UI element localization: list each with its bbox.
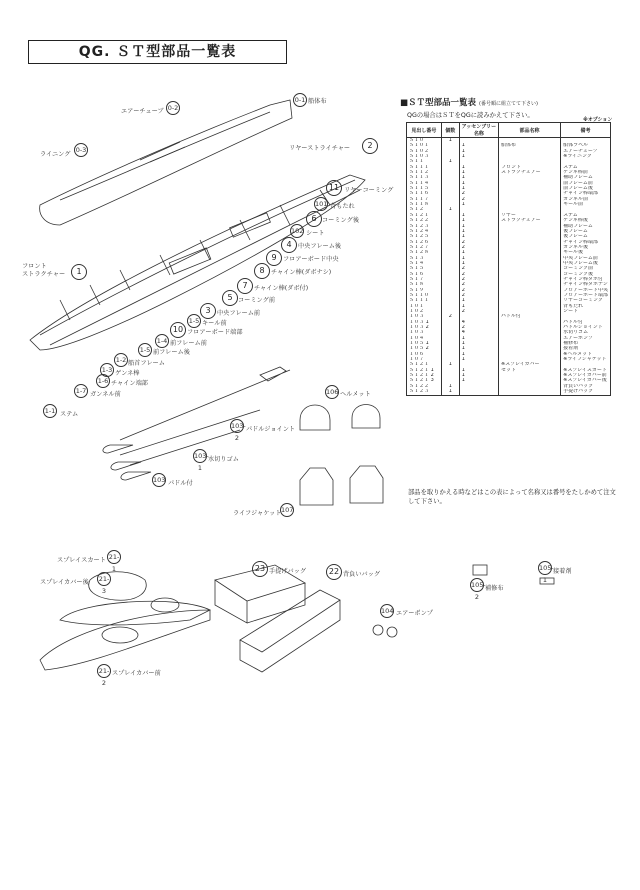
label-text: コーミング前 bbox=[238, 297, 276, 304]
table-cell: ＳＴ１８ bbox=[407, 202, 442, 207]
label-num: 3 bbox=[200, 303, 216, 319]
table-cell: １０３ bbox=[407, 314, 442, 319]
label-text: フロント ストラクチャー bbox=[22, 263, 66, 278]
label-text: コーミング後 bbox=[322, 217, 360, 224]
table-cell: セット bbox=[498, 368, 560, 373]
label-num: 102 bbox=[290, 224, 304, 238]
parts-list-title: ■ＳＴ型部品一覧表 (番号順に組立てて下さい) bbox=[400, 98, 538, 108]
table-cell: 接着剤 bbox=[561, 346, 611, 351]
table-cell: チャイン棒ダボ付 bbox=[561, 277, 611, 282]
parts-list-title-note: (番号順に組立てて下さい) bbox=[479, 101, 538, 107]
table-cell: コーミング前 bbox=[561, 266, 611, 271]
table-cell: 前フレーム前 bbox=[561, 181, 611, 186]
table-cell: 後フレーム bbox=[561, 229, 611, 234]
table-cell: 2 bbox=[459, 240, 498, 245]
table-cell: 補助フレーム bbox=[561, 224, 611, 229]
table-cell: 1 bbox=[459, 149, 498, 154]
label-num: 103-1 bbox=[193, 449, 207, 463]
label-num: 106 bbox=[325, 385, 339, 399]
table-cell: １０３ bbox=[407, 330, 442, 335]
label-text: ガンネル前 bbox=[90, 391, 121, 398]
table-cell: ＳＴ２３ bbox=[407, 224, 442, 229]
table-cell: ※スプレイカバー後 bbox=[561, 378, 611, 383]
label-num: 11 bbox=[326, 180, 342, 196]
label-num: 103-2 bbox=[230, 419, 244, 433]
table-cell: 補助フレーム bbox=[561, 175, 611, 180]
table-cell: 2 bbox=[459, 325, 498, 330]
table-cell: ステム bbox=[561, 165, 611, 170]
label-text: 中央フレーム後 bbox=[298, 243, 342, 250]
label-num: 1-5 bbox=[187, 314, 201, 328]
parts-table-header bbox=[407, 123, 611, 138]
table-cell: 2 bbox=[459, 245, 498, 250]
table-cell: 1 bbox=[459, 261, 498, 266]
label-num: 2 bbox=[362, 138, 378, 154]
table-cell: 1 bbox=[441, 362, 459, 367]
table-cell: １０３ 1 bbox=[407, 320, 442, 325]
table-cell: ＳＴ５ bbox=[407, 266, 442, 271]
table-cell: ガンネル前 bbox=[561, 197, 611, 202]
table-cell: 2 bbox=[459, 282, 498, 287]
table-cell: 背もたれ bbox=[561, 304, 611, 309]
table-cell: ＳＴ０１ bbox=[407, 143, 442, 148]
label-num: 21-1 bbox=[107, 550, 121, 564]
label-num: 1-3 bbox=[100, 363, 114, 377]
table-cell: ＳＴ２８ bbox=[407, 250, 442, 255]
table-cell: 1 bbox=[459, 143, 498, 148]
table-cell: リヤーコーミング bbox=[561, 298, 611, 303]
table-cell: ＳＴ２７ bbox=[407, 245, 442, 250]
header-cell: 見出し番号 bbox=[407, 123, 442, 138]
table-cell: ＳＴ２１ 2 bbox=[407, 373, 442, 378]
table-cell: ＳＴ２３ bbox=[407, 389, 442, 395]
table-cell: 2 bbox=[459, 293, 498, 298]
table-cell: 1 bbox=[459, 352, 498, 357]
label-num: 1-5 bbox=[138, 343, 152, 357]
label-text: エアーチューブ bbox=[121, 108, 164, 115]
table-cell: ＳＴ０３ bbox=[407, 154, 442, 159]
label-text: 船体布 bbox=[308, 98, 327, 105]
table-cell: パドルジョイント bbox=[561, 325, 611, 330]
table-cell bbox=[459, 389, 498, 395]
table-cell: 1 bbox=[459, 165, 498, 170]
table-cell: 水切りゴム bbox=[561, 330, 611, 335]
table-cell: 4 bbox=[459, 330, 498, 335]
label-text: 補修布 bbox=[485, 585, 504, 592]
table-cell: 1 bbox=[459, 175, 498, 180]
table-cell: ＳＴ２４ bbox=[407, 229, 442, 234]
label-text: ライフジャケット bbox=[233, 510, 282, 517]
table-cell: ※ライニング bbox=[561, 154, 611, 159]
label-num: 1-6 bbox=[96, 374, 110, 388]
table-cell: ＳＴ３ bbox=[407, 256, 442, 261]
table-cell: コーミング後 bbox=[561, 272, 611, 277]
table-cell: 1 bbox=[459, 202, 498, 207]
table-cell: 2 bbox=[459, 309, 498, 314]
table-cell: パドル付 bbox=[498, 314, 560, 319]
label-num: 6 bbox=[306, 211, 322, 227]
table-cell: 中央フレーム前 bbox=[561, 256, 611, 261]
table-cell: キール前 bbox=[561, 202, 611, 207]
table-cell: エアーチューブ bbox=[561, 149, 611, 154]
label-text: スプレイスカート bbox=[57, 557, 106, 564]
table-cell: ＳＴ２１ bbox=[407, 213, 442, 218]
table-cell: ※ヘルメット bbox=[561, 352, 611, 357]
table-cell: ＳＴ０ bbox=[407, 138, 442, 144]
label-num: 8 bbox=[254, 263, 270, 279]
table-cell: ストラクチュアー bbox=[498, 218, 560, 223]
label-text: 前フレーム前 bbox=[170, 340, 207, 347]
label-text: チャイン棒(ダボナシ) bbox=[271, 269, 332, 276]
table-cell: １０１ bbox=[407, 304, 442, 309]
table-cell: 2 bbox=[459, 277, 498, 282]
table-cell: １０２ bbox=[407, 309, 442, 314]
table-cell: 1 bbox=[441, 159, 459, 164]
table-cell: フロアーボード端部 bbox=[561, 293, 611, 298]
label-text: ライニング bbox=[40, 151, 71, 158]
label-text: キール前 bbox=[202, 320, 227, 327]
table-cell: １０７ bbox=[407, 357, 442, 362]
table-cell: 2 bbox=[459, 197, 498, 202]
table-cell: ＳＴ２２ bbox=[407, 218, 442, 223]
table-cell: １０３ 2 bbox=[407, 325, 442, 330]
label-num: 10 bbox=[170, 322, 186, 338]
label-text: 接着剤 bbox=[553, 568, 572, 575]
table-cell: 手提げバッグ bbox=[561, 389, 611, 395]
table-cell: ＳＴ１４ bbox=[407, 181, 442, 186]
label-text: 船首フレーム bbox=[128, 360, 165, 367]
label-text: フロアーボード中央 bbox=[283, 256, 339, 263]
table-cell: 2 bbox=[459, 266, 498, 271]
table-cell: １０５ 2 bbox=[407, 346, 442, 351]
table-cell: ※スプレイカバー前 bbox=[561, 373, 611, 378]
table-row bbox=[407, 389, 611, 395]
table-cell: １０６ bbox=[407, 352, 442, 357]
table-cell: 1 bbox=[459, 218, 498, 223]
table-cell: リヤー bbox=[498, 213, 560, 218]
table-cell: 後フレーム bbox=[561, 234, 611, 239]
label-num: 101 bbox=[314, 197, 328, 211]
table-cell: 1 bbox=[459, 298, 498, 303]
parts-table bbox=[406, 122, 611, 396]
table-cell: ＳＴ２ bbox=[407, 207, 442, 212]
table-cell: ガンネル後 bbox=[561, 245, 611, 250]
table-cell: パドル付 bbox=[561, 320, 611, 325]
table-cell: ＳＴ１１ bbox=[407, 165, 442, 170]
table-cell: ストラクチュアー bbox=[498, 170, 560, 175]
table-cell: 1 bbox=[459, 154, 498, 159]
table-cell: 中央フレーム後 bbox=[561, 261, 611, 266]
table-cell: キール後 bbox=[561, 250, 611, 255]
table-cell: 1 bbox=[459, 170, 498, 175]
table-cell: ※スプレイスカート bbox=[561, 368, 611, 373]
table-cell: 1 bbox=[459, 346, 498, 351]
table-cell: ＳＴ４ bbox=[407, 261, 442, 266]
table-cell: 1 bbox=[459, 250, 498, 255]
label-text: フロアーボード端部 bbox=[187, 329, 243, 336]
table-cell: 船体布 bbox=[498, 143, 560, 148]
label-text: エアーポンプ bbox=[396, 610, 433, 617]
table-cell: 1 bbox=[441, 207, 459, 212]
table-cell: 前フレーム後 bbox=[561, 186, 611, 191]
parts-list-note: QGの場合はＳＴをQGに読みかえて下さい。 bbox=[407, 112, 534, 119]
label-text: 中央フレーム前 bbox=[217, 310, 261, 317]
label-num: 0-3 bbox=[74, 143, 88, 157]
label-num: 1 bbox=[71, 264, 87, 280]
table-cell: 1 bbox=[459, 224, 498, 229]
table-cell: 補修布 bbox=[561, 341, 611, 346]
table-cell: 2 bbox=[459, 288, 498, 293]
header-cell: 個数 bbox=[441, 123, 459, 138]
table-cell: ＳＴ１６ bbox=[407, 191, 442, 196]
label-num: 7 bbox=[237, 278, 253, 294]
table-cell: ＳＴ１５ bbox=[407, 186, 442, 191]
label-text: パドル付 bbox=[168, 480, 193, 487]
label-num: 0-1 bbox=[293, 93, 307, 107]
header-cell: 備考 bbox=[561, 123, 611, 138]
header-cell: 部品名称 bbox=[498, 123, 560, 138]
label-text: シート bbox=[306, 230, 325, 237]
table-cell: チャイン棒端部 bbox=[561, 240, 611, 245]
table-cell: チャイン棒端部 bbox=[561, 191, 611, 196]
table-cell: ステム bbox=[561, 213, 611, 218]
label-num: 105-1 bbox=[538, 561, 552, 575]
label-num: 5 bbox=[222, 290, 238, 306]
table-cell: 1 bbox=[459, 336, 498, 341]
parts-table-body bbox=[407, 138, 611, 396]
label-num: 21-3 bbox=[97, 572, 111, 586]
table-cell: ＳＴ１１ bbox=[407, 298, 442, 303]
table-cell: 1 bbox=[441, 384, 459, 389]
table-cell: ※スプレイカバー bbox=[498, 362, 560, 367]
label-text: チャイン端部 bbox=[111, 380, 148, 387]
table-cell: 1 bbox=[459, 186, 498, 191]
label-num: 1-2 bbox=[114, 353, 128, 367]
table-cell: 1 bbox=[459, 256, 498, 261]
label-text: スプレイカバー前 bbox=[112, 670, 161, 677]
label-text: 前フレーム後 bbox=[153, 349, 190, 356]
table-cell: 2 bbox=[459, 272, 498, 277]
table-cell: 4 bbox=[459, 320, 498, 325]
table-cell: 1 bbox=[459, 341, 498, 346]
label-num: 22 bbox=[326, 564, 342, 580]
table-cell: 船体ラベル bbox=[561, 143, 611, 148]
table-cell: 1 bbox=[459, 234, 498, 239]
label-text: スプレイカバー後 bbox=[40, 579, 89, 586]
label-text: 水切りゴム bbox=[208, 456, 239, 463]
label-num: 9 bbox=[266, 250, 282, 266]
label-text: パドルジョイント bbox=[246, 426, 296, 433]
label-num: 104 bbox=[380, 604, 394, 618]
table-cell: エアーポンプ bbox=[561, 336, 611, 341]
table-cell: ＳＴ１ bbox=[407, 159, 442, 164]
label-text: リヤーストライチャー bbox=[289, 145, 351, 152]
table-cell: ＳＴ９ bbox=[407, 288, 442, 293]
table-cell: 1 bbox=[459, 378, 498, 383]
label-num: 1-7 bbox=[74, 384, 88, 398]
label-num: 1-1 bbox=[43, 404, 57, 418]
label-num: 103 bbox=[152, 473, 166, 487]
table-cell: フロント bbox=[498, 165, 560, 170]
table-cell: １０４ bbox=[407, 336, 442, 341]
label-text: 手提げバッグ bbox=[269, 568, 307, 575]
option-mark: ※オプション bbox=[583, 117, 613, 123]
table-cell: ＳＴ２１ bbox=[407, 362, 442, 367]
label-num: 0-2 bbox=[166, 101, 180, 115]
label-num: 105-2 bbox=[470, 578, 484, 592]
label-num: 4 bbox=[281, 237, 297, 253]
table-cell: フロアーボード中央 bbox=[561, 288, 611, 293]
table-cell: 2 bbox=[441, 314, 459, 319]
table-cell: ＳＴ０２ bbox=[407, 149, 442, 154]
table-cell: ゲンネ棒後 bbox=[561, 218, 611, 223]
label-num: 21-2 bbox=[97, 664, 111, 678]
label-num: 1-4 bbox=[155, 334, 169, 348]
table-cell: ＳＴ６ bbox=[407, 272, 442, 277]
table-cell: 1 bbox=[459, 213, 498, 218]
table-cell: ＳＴ２２ bbox=[407, 384, 442, 389]
label-num: 107 bbox=[280, 503, 294, 517]
table-cell: ＳＴ２１ 3 bbox=[407, 378, 442, 383]
table-cell: ＳＴ１７ bbox=[407, 197, 442, 202]
table-cell: ＳＴ１３ bbox=[407, 175, 442, 180]
table-cell: 1 bbox=[459, 304, 498, 309]
label-text: ゲンネ棒 bbox=[115, 370, 140, 377]
table-cell: ゲンネ棒前 bbox=[561, 170, 611, 175]
table-cell: ＳＴ２５ bbox=[407, 234, 442, 239]
label-text: ヘルメット bbox=[340, 391, 371, 398]
table-cell: 1 bbox=[441, 138, 459, 144]
table-cell: ※ライフジャケット bbox=[561, 357, 611, 362]
table-cell: ＳＴ２１ 1 bbox=[407, 368, 442, 373]
table-cell: 1 bbox=[459, 357, 498, 362]
table-cell: ＳＴ２６ bbox=[407, 240, 442, 245]
table-cell: 1 bbox=[459, 229, 498, 234]
table-cell bbox=[498, 389, 560, 395]
table-cell: 2 bbox=[459, 191, 498, 196]
table-cell: シート bbox=[561, 309, 611, 314]
table-cell: 1 bbox=[459, 181, 498, 186]
label-text: チャイン棒(ダボ付) bbox=[254, 285, 309, 292]
table-cell: 1 bbox=[441, 389, 459, 395]
parts-list-footer: 部品を取りかえる時などはこの表によって名称又は番号をたしかめて注文して下さい。 bbox=[408, 489, 616, 505]
table-cell: ＳＴ１２ bbox=[407, 170, 442, 175]
table-cell: 1 bbox=[459, 373, 498, 378]
label-text: 背負いバッグ bbox=[343, 571, 381, 578]
table-cell: 背負いバッグ bbox=[561, 384, 611, 389]
label-text: 背もたれ bbox=[330, 203, 355, 210]
page-title: QG. ＳＴ型部品一覧表 bbox=[28, 40, 287, 64]
table-cell: チャイン棒ダボナシ bbox=[561, 282, 611, 287]
label-text: ステム bbox=[60, 411, 79, 418]
table-cell: ＳＴ１０ bbox=[407, 293, 442, 298]
table-cell: ＳＴ８ bbox=[407, 282, 442, 287]
label-text: リヤーコーミング bbox=[344, 187, 394, 194]
table-cell: ＳＴ７ bbox=[407, 277, 442, 282]
label-num: 23 bbox=[252, 561, 268, 577]
table-cell: １０５ 1 bbox=[407, 341, 442, 346]
header-cell: アッセンブリー名称 bbox=[459, 123, 498, 138]
table-cell: 1 bbox=[459, 368, 498, 373]
